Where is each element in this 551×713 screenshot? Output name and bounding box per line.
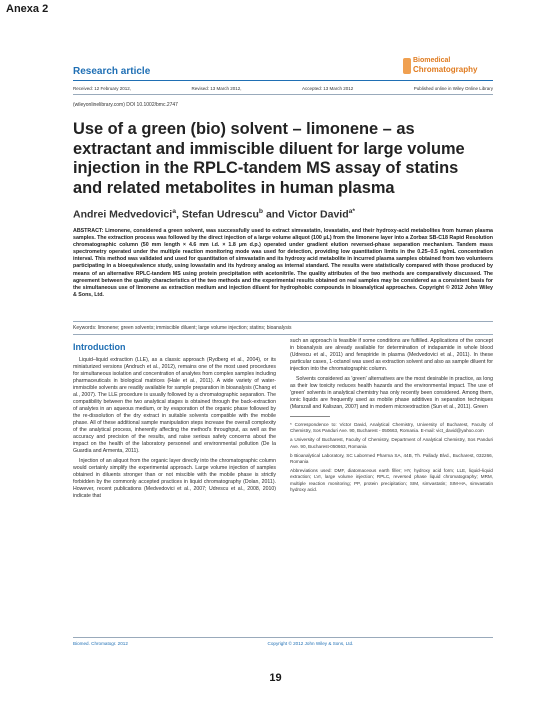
footnote-rule <box>290 416 330 417</box>
section-label: Research article <box>73 66 151 77</box>
footer-rule <box>73 637 493 638</box>
article-dates <box>73 86 493 91</box>
journal-name-line2: Chromatography <box>413 65 478 74</box>
intro-paragraph-1: Liquid–liquid extraction (LLE), as a classic approach (Rydberg et al., 2004), or its miniaturized versions (Andruch et al., 2012), remains one of the most used procedures for simultaneous isolation and concentration of analytes from complex samples including pharmaceuticals in biological matrices (Hale et al., 2011). A wide variety of water-immiscible solvents are readily available for sample preparation in bioanalysis (Chang et al., 2007). The LLE procedure is usually followed by a chromatographic separation. The compatibility between the two analytical stages is obtained through the back-extraction of analytes in an aqueous medium, or by evaporation of the organic phase followed by the re-dissolution of the dry extract in suitable solvents compatible with the mobile phase. All of these additional sample manipulation steps increase the overall complexity of the analytical process, inherently affecting the method's throughput, as well as the accuracy and precision of the results, and raise serious safety concerns about the impact on the health of the laboratory personnel and environmental pollution (De la Guardia and Armenta, 2011). <box>73 357 276 454</box>
page-number: 19 <box>269 672 282 684</box>
journal-logo-mark <box>403 58 411 74</box>
header-rule <box>73 80 493 81</box>
right-column <box>290 338 493 496</box>
keywords: Keywords: limonene; green solvents; immiscible diluent; large volume injection; statins; bioanalysis <box>73 325 292 331</box>
keywords-rule <box>73 334 493 335</box>
authors <box>73 208 355 221</box>
author-1: Andrei Medvedovici <box>73 208 173 221</box>
article-page <box>73 38 493 653</box>
abstract-rule <box>73 321 493 322</box>
intro-paragraph-4: Solvents considered as 'green' alternatives are the most desirable in practice, as long as their low toxicity reduces health hazards and the environmental impact. The use of 'green' solvents in analytical chemistry has only recently been considered. Among them, ionic liquids are frequently used as mobile phase additives in separation techniques (Marszall and Kaliszan, 2007) and in modern microextraction (Sun et al., 2011). Green <box>290 376 493 410</box>
intro-paragraph-3: such an approach is feasible if some conditions are fulfilled. Applications of the concept in bioanalysis are already available for determination of indapamide in whole blood (Udrescu et al., 2011) and fenspiride in plasma (Medvedovici et al., 2011). In these particular cases, 1-octanol was used as extraction solvent and also as sample diluent for injection into the chromatographic column. <box>290 338 493 372</box>
author-3: Victor David <box>287 208 349 221</box>
author-sep-1: , <box>176 208 182 221</box>
article-title: Use of a green (bio) solvent – limonene – as extractant and immiscible diluent for large volume injection in the RPLC-tandem MS assay of statins and related metabolites in human plasma <box>73 120 465 197</box>
author-sep-2: and <box>263 208 288 221</box>
footnote-affiliation-b: b Bioanalytical Laboratory, SC Labormed Pharma SA, 44B, Th. Pallady Blvd., Bucharest, 032266, Romania <box>290 452 493 465</box>
footnote-affiliation-a: a University of Bucharest, Faculty of Chemistry, Department of Analytical Chemistry, Sos Panduri Ave. 90, Bucharest-050663, Romania <box>290 437 493 449</box>
received-date: Received: 12 February 2012, <box>73 86 132 91</box>
author-3-affil: a* <box>348 208 356 215</box>
abstract: ABSTRACT: Limonene, considered a green solvent, was successfully used to extract simvastatin, lovastatin, and their hydroxy-acid metabolites from human plasma samples. The extraction process was followed by the direct injection of a large volume aliquot (100 μL) from the limonene layer into a Zorbax SB-C18 Rapid Resolution chromatographic column (50 mm length × 4.6 mm i.d. × 1.8 μm d.p.) operated under gradient elution reversed-phase separation mechanism. Tandem mass spectrometry operated under the multiple reaction monitoring mode was used for detection, providing low quantitation limits in the 0.25–0.5 ng/mL concentration interval. This method was validated and used for quantitation of simvastatin and its hydroxy acid metabolite in incurred plasma samples obtained from two volunteers participating in a bioequivalence study, using lovastatin and its hydroxy analog as internal standard. The results were statistically compared with those produced by means of an alternative RPLC-tandem MS using protein precipitation with acetonitrile. The quality attributes of the two methods are comparatively discussed. The agreement between the quality characteristics of the two methods and the experimental results obtained on real samples may be considered as a consistent basis for the simultaneous use of limonene as extraction medium and injection diluent for hydrophobic compounds in bioanalytical approaches. Copyright © 2012 John Wiley & Sons, Ltd. <box>73 228 493 298</box>
footer-journal: Biomed. Chromatogr. 2012 <box>73 641 128 646</box>
dates-rule <box>73 94 493 95</box>
published-note: Published online in Wiley Online Library <box>413 86 493 91</box>
revised-date: Revised: 13 March 2012, <box>191 86 242 91</box>
doi: (wileyonlinelibrary.com) DOI 10.1002/bmc.2747 <box>73 102 178 108</box>
accepted-date: Accepted: 13 March 2012 <box>301 86 354 91</box>
footer-copyright: Copyright © 2012 John Wiley & Sons, Ltd. <box>267 641 354 646</box>
author-2-affil: b <box>258 208 264 215</box>
author-1-affil: a <box>172 208 176 215</box>
footnote-correspondence: * Correspondence to: Victor David, Analytical Chemistry, University of Bucharest, Faculty of Chemistry, Sos Panduri Ave. 90, Bucharest - 050663, Romania. E-mail: vict_david@yahoo.com <box>290 422 493 434</box>
footnote-abbreviations: Abbreviations used: DMF, diatomaceous earth filler; HY, hydroxy acid form; LLE, liquid–liquid extraction; LVI, large volume injection; RPLC, reversed phase liquid chromatography; MRM, multiple reaction monitoring; PP, protein precipitation; SIM, simvastatin; SIM-HA, simvastatin hydroxy acid. <box>290 468 493 492</box>
intro-paragraph-2: Injection of an aliquot from the organic layer directly into the chromatographic column would certainly simplify the experimental approach. Large volume injection of samples obtained in diluents stronger than or not miscible with the mobile phase is strictly forbidden by the commonly accepted practices in liquid chromatography (Dolan, 2011). However, recent publications (Medvedovici et al., 2007; Udrescu et al., 2008, 2010) indicate that <box>73 458 276 499</box>
journal-logo <box>413 56 493 74</box>
page-footer <box>73 641 493 646</box>
left-column <box>73 338 276 503</box>
introduction-heading: Introduction <box>73 342 126 352</box>
journal-name-line1: Biomedical <box>413 57 451 64</box>
author-2: Stefan Udrescu <box>181 208 259 221</box>
annex-label: Anexa 2 <box>6 3 49 15</box>
